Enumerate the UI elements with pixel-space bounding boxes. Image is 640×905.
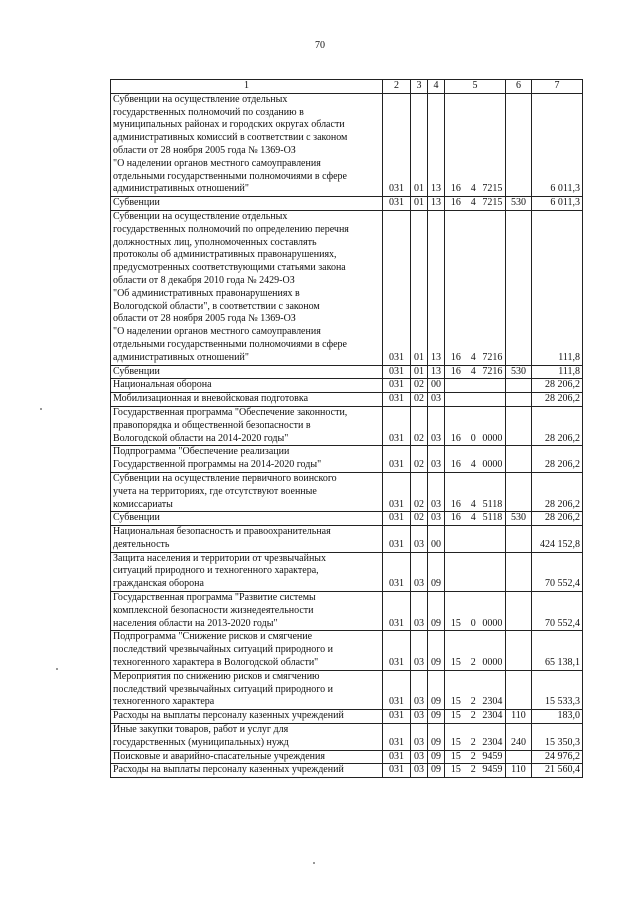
row-name-line: протоколы об административных правонарушениях, bbox=[113, 249, 337, 261]
target-article-cell bbox=[445, 764, 506, 778]
row-name-line: административных отношений" bbox=[113, 351, 249, 363]
row-name-line: учета на территориях, где отсутствуют военные bbox=[113, 485, 317, 497]
row-name-line: правопорядка и общественной безопасности в bbox=[113, 419, 311, 431]
ministry-code-cell: 031 bbox=[383, 526, 411, 553]
row-name-cell bbox=[111, 670, 383, 709]
ministry-code-cell: 031 bbox=[383, 710, 411, 724]
subsection-code-cell: 13 bbox=[428, 210, 445, 365]
row-name-line: Государственная программа "Обеспечение законности, bbox=[113, 406, 348, 418]
target-article-part: 4 bbox=[470, 351, 476, 363]
section-code-cell: 01 bbox=[411, 197, 428, 211]
row-name-cell bbox=[111, 764, 383, 778]
target-article-part: 0000 bbox=[482, 617, 503, 629]
expense-type-cell bbox=[506, 393, 532, 407]
row-name-line: Государственной программы на 2014-2020 годы" bbox=[113, 459, 322, 471]
row-name-cell bbox=[111, 631, 383, 670]
subsection-code-cell: 09 bbox=[428, 670, 445, 709]
amount-cell: 6 011,3 bbox=[532, 197, 583, 211]
expense-type-cell bbox=[506, 552, 532, 591]
row-name-line: государственных полномочий по созданию в bbox=[113, 106, 304, 118]
subsection-code-cell: 00 bbox=[428, 526, 445, 553]
amount-cell: 28 206,2 bbox=[532, 512, 583, 526]
amount-cell: 111,8 bbox=[532, 210, 583, 365]
amount-cell: 424 152,8 bbox=[532, 526, 583, 553]
target-article-part: 2304 bbox=[482, 736, 503, 748]
row-name-line: "О наделении органов местного самоуправления bbox=[113, 326, 321, 338]
amount-cell: 28 206,2 bbox=[532, 472, 583, 511]
target-article-part: 16 bbox=[450, 183, 461, 195]
amount-cell: 15 350,3 bbox=[532, 724, 583, 751]
subsection-code-cell: 09 bbox=[428, 724, 445, 751]
target-article-cell bbox=[445, 724, 506, 751]
section-code-cell: 03 bbox=[411, 631, 428, 670]
ministry-code-cell: 031 bbox=[383, 472, 411, 511]
subsection-code-cell: 09 bbox=[428, 764, 445, 778]
amount-cell: 28 206,2 bbox=[532, 406, 583, 445]
subsection-code-cell: 09 bbox=[428, 710, 445, 724]
table-row bbox=[111, 93, 583, 196]
table-row bbox=[111, 710, 583, 724]
expense-type-cell bbox=[506, 631, 532, 670]
header-cell: 2 bbox=[383, 80, 411, 94]
expense-type-cell bbox=[506, 526, 532, 553]
row-name-cell bbox=[111, 512, 383, 526]
subsection-code-cell: 09 bbox=[428, 552, 445, 591]
ministry-code-cell: 031 bbox=[383, 93, 411, 196]
target-article-cell bbox=[445, 750, 506, 764]
target-article-part: 16 bbox=[450, 512, 461, 524]
target-article-part: 15 bbox=[450, 750, 461, 762]
row-name-line: административных отношений" bbox=[113, 183, 249, 195]
target-article-cell bbox=[445, 93, 506, 196]
target-article-part: 15 bbox=[450, 696, 461, 708]
amount-cell: 183,0 bbox=[532, 710, 583, 724]
table-row bbox=[111, 750, 583, 764]
ministry-code-cell: 031 bbox=[383, 631, 411, 670]
row-name-cell bbox=[111, 393, 383, 407]
target-article-part: 4 bbox=[470, 498, 476, 510]
row-name-cell bbox=[111, 724, 383, 751]
row-name-line: Защита населения и территории от чрезвычайных bbox=[113, 552, 327, 564]
ministry-code-cell: 031 bbox=[383, 379, 411, 393]
row-name-cell bbox=[111, 472, 383, 511]
section-code-cell: 03 bbox=[411, 764, 428, 778]
row-name-line: государственных (муниципальных) нужд bbox=[113, 736, 289, 748]
ministry-code-cell: 031 bbox=[383, 724, 411, 751]
expense-type-cell bbox=[506, 406, 532, 445]
target-article-cell bbox=[445, 631, 506, 670]
row-name-line: Подпрограмма "Снижение рисков и смягчение bbox=[113, 631, 313, 643]
row-name-line: Национальная оборона bbox=[113, 379, 212, 391]
target-article-cell bbox=[445, 512, 506, 526]
target-article-part: 4 bbox=[470, 512, 476, 524]
header-cell: 3 bbox=[411, 80, 428, 94]
row-name-line: Субвенции bbox=[113, 512, 160, 524]
table-row bbox=[111, 446, 583, 473]
amount-cell: 111,8 bbox=[532, 365, 583, 379]
row-name-cell bbox=[111, 526, 383, 553]
budget-table bbox=[110, 79, 583, 778]
row-name-cell bbox=[111, 93, 383, 196]
expense-type-cell bbox=[506, 93, 532, 196]
subsection-code-cell: 09 bbox=[428, 631, 445, 670]
ministry-code-cell: 031 bbox=[383, 406, 411, 445]
target-article-part: 16 bbox=[450, 459, 461, 471]
section-code-cell: 03 bbox=[411, 724, 428, 751]
target-article-cell bbox=[445, 670, 506, 709]
expense-type-cell bbox=[506, 472, 532, 511]
row-name-line: отдельными государственными полномочиями в сфере bbox=[113, 170, 347, 182]
section-code-cell: 03 bbox=[411, 592, 428, 631]
row-name-line: области от 28 ноября 2005 года № 1369-ОЗ bbox=[113, 144, 296, 156]
row-name-line: административных комиссий в соответствии с законом bbox=[113, 132, 348, 144]
target-article-part: 4 bbox=[470, 365, 476, 377]
target-article-cell bbox=[445, 526, 506, 553]
expense-type-cell bbox=[506, 379, 532, 393]
row-name-line: Субвенции на осуществление отдельных bbox=[113, 210, 288, 222]
subsection-code-cell: 00 bbox=[428, 379, 445, 393]
target-article-part: 15 bbox=[450, 764, 461, 776]
row-name-line: техногенного характера bbox=[113, 696, 215, 708]
header-cell: 4 bbox=[428, 80, 445, 94]
table-row bbox=[111, 406, 583, 445]
expense-type-cell bbox=[506, 446, 532, 473]
amount-cell: 28 206,2 bbox=[532, 393, 583, 407]
expense-type-cell bbox=[506, 210, 532, 365]
target-article-part: 2 bbox=[470, 764, 476, 776]
row-name-line: комплексной безопасности жизнедеятельности bbox=[113, 604, 314, 616]
row-name-cell bbox=[111, 552, 383, 591]
amount-cell: 15 533,3 bbox=[532, 670, 583, 709]
ministry-code-cell: 031 bbox=[383, 764, 411, 778]
target-article-cell bbox=[445, 393, 506, 407]
subsection-code-cell: 03 bbox=[428, 472, 445, 511]
table-row bbox=[111, 210, 583, 365]
scan-speck bbox=[313, 862, 315, 864]
row-name-line: Мероприятия по снижению рисков и смягчению bbox=[113, 670, 320, 682]
row-name-line: "Об административных правонарушениях в bbox=[113, 287, 300, 299]
row-name-line: Вологодской области на 2014-2020 годы" bbox=[113, 432, 289, 444]
row-name-cell bbox=[111, 750, 383, 764]
row-name-line: гражданская оборона bbox=[113, 578, 204, 590]
header-cell: 1 bbox=[111, 80, 383, 94]
row-name-cell bbox=[111, 210, 383, 365]
subsection-code-cell: 13 bbox=[428, 197, 445, 211]
row-name-line: Вологодской области", в соответствии с законом bbox=[113, 300, 320, 312]
header-cell: 6 bbox=[506, 80, 532, 94]
row-name-line: "О наделении органов местного самоуправления bbox=[113, 157, 321, 169]
amount-cell: 70 552,4 bbox=[532, 552, 583, 591]
target-article-part: 16 bbox=[450, 498, 461, 510]
expense-type-cell: 530 bbox=[506, 365, 532, 379]
table-row bbox=[111, 631, 583, 670]
row-name-line: муниципальных районах и городских округах области bbox=[113, 119, 345, 131]
ministry-code-cell: 031 bbox=[383, 197, 411, 211]
table-row bbox=[111, 670, 583, 709]
ministry-code-cell: 031 bbox=[383, 670, 411, 709]
target-article-part: 4 bbox=[470, 459, 476, 471]
subsection-code-cell: 03 bbox=[428, 393, 445, 407]
subsection-code-cell: 03 bbox=[428, 512, 445, 526]
ministry-code-cell: 031 bbox=[383, 750, 411, 764]
row-name-cell bbox=[111, 406, 383, 445]
amount-cell: 65 138,1 bbox=[532, 631, 583, 670]
row-name-cell bbox=[111, 710, 383, 724]
target-article-cell bbox=[445, 406, 506, 445]
row-name-line: Мобилизационная и вневойсковая подготовка bbox=[113, 393, 309, 405]
target-article-part: 0 bbox=[470, 617, 476, 629]
target-article-part: 15 bbox=[450, 736, 461, 748]
target-article-part: 7216 bbox=[482, 365, 503, 377]
section-code-cell: 01 bbox=[411, 365, 428, 379]
row-name-line: Субвенции на осуществление первичного воинского bbox=[113, 472, 337, 484]
expense-type-cell: 110 bbox=[506, 764, 532, 778]
row-name-cell bbox=[111, 197, 383, 211]
table-header-row bbox=[111, 80, 583, 94]
ministry-code-cell: 031 bbox=[383, 592, 411, 631]
section-code-cell: 02 bbox=[411, 406, 428, 445]
row-name-line: техногенного характера в Вологодской области" bbox=[113, 657, 319, 669]
target-article-part: 2 bbox=[470, 696, 476, 708]
section-code-cell: 02 bbox=[411, 512, 428, 526]
header-cell: 7 bbox=[532, 80, 583, 94]
target-article-part: 15 bbox=[450, 710, 461, 722]
ministry-code-cell: 031 bbox=[383, 210, 411, 365]
target-article-part: 16 bbox=[450, 351, 461, 363]
section-code-cell: 02 bbox=[411, 379, 428, 393]
subsection-code-cell: 13 bbox=[428, 365, 445, 379]
target-article-part: 9459 bbox=[482, 764, 503, 776]
expense-type-cell: 240 bbox=[506, 724, 532, 751]
scan-speck bbox=[56, 668, 58, 670]
target-article-part: 7216 bbox=[482, 351, 503, 363]
target-article-part: 9459 bbox=[482, 750, 503, 762]
expense-type-cell: 110 bbox=[506, 710, 532, 724]
target-article-part: 4 bbox=[470, 183, 476, 195]
expense-type-cell bbox=[506, 592, 532, 631]
target-article-part: 7215 bbox=[482, 197, 503, 209]
amount-cell: 70 552,4 bbox=[532, 592, 583, 631]
row-name-line: области от 8 декабря 2010 года № 2429-ОЗ bbox=[113, 274, 295, 286]
target-article-part: 2 bbox=[470, 657, 476, 669]
subsection-code-cell: 03 bbox=[428, 406, 445, 445]
row-name-line: Поисковые и аварийно-спасательные учреждения bbox=[113, 750, 325, 762]
table-row bbox=[111, 365, 583, 379]
table-row bbox=[111, 724, 583, 751]
table-row bbox=[111, 552, 583, 591]
target-article-part: 4 bbox=[470, 197, 476, 209]
row-name-cell bbox=[111, 379, 383, 393]
row-name-line: ситуаций природного и техногенного характера, bbox=[113, 565, 319, 577]
amount-cell: 28 206,2 bbox=[532, 379, 583, 393]
row-name-line: Расходы на выплаты персоналу казенных учреждений bbox=[113, 764, 344, 776]
table-row bbox=[111, 526, 583, 553]
target-article-part: 16 bbox=[450, 197, 461, 209]
table-row bbox=[111, 512, 583, 526]
row-name-line: деятельность bbox=[113, 538, 170, 550]
table-row bbox=[111, 472, 583, 511]
row-name-line: Национальная безопасность и правоохранительная bbox=[113, 526, 331, 538]
section-code-cell: 03 bbox=[411, 670, 428, 709]
ministry-code-cell: 031 bbox=[383, 365, 411, 379]
target-article-cell bbox=[445, 592, 506, 631]
row-name-line: последствий чрезвычайных ситуаций природного и bbox=[113, 683, 333, 695]
target-article-part: 15 bbox=[450, 617, 461, 629]
row-name-line: комиссариаты bbox=[113, 498, 173, 510]
section-code-cell: 02 bbox=[411, 446, 428, 473]
target-article-part: 0000 bbox=[482, 657, 503, 669]
target-article-cell bbox=[445, 472, 506, 511]
row-name-cell bbox=[111, 365, 383, 379]
row-name-line: Подпрограмма "Обеспечение реализации bbox=[113, 446, 290, 458]
target-article-part: 16 bbox=[450, 365, 461, 377]
target-article-part: 0000 bbox=[482, 432, 503, 444]
subsection-code-cell: 03 bbox=[428, 446, 445, 473]
target-article-part: 16 bbox=[450, 432, 461, 444]
row-name-cell bbox=[111, 446, 383, 473]
table-row bbox=[111, 393, 583, 407]
target-article-cell bbox=[445, 379, 506, 393]
row-name-line: последствий чрезвычайных ситуаций природного и bbox=[113, 644, 333, 656]
target-article-cell bbox=[445, 552, 506, 591]
row-name-line: Субвенции на осуществление отдельных bbox=[113, 93, 288, 105]
section-code-cell: 03 bbox=[411, 526, 428, 553]
row-name-line: области от 28 ноября 2005 года № 1369-ОЗ bbox=[113, 313, 296, 325]
target-article-cell bbox=[445, 210, 506, 365]
row-name-line: отдельными государственными полномочиями в сфере bbox=[113, 338, 347, 350]
target-article-cell bbox=[445, 197, 506, 211]
section-code-cell: 01 bbox=[411, 210, 428, 365]
row-name-line: Субвенции bbox=[113, 365, 160, 377]
section-code-cell: 03 bbox=[411, 710, 428, 724]
expense-type-cell bbox=[506, 670, 532, 709]
ministry-code-cell: 031 bbox=[383, 446, 411, 473]
section-code-cell: 01 bbox=[411, 93, 428, 196]
target-article-part: 0 bbox=[470, 432, 476, 444]
row-name-line: государственных полномочий по определению перечня bbox=[113, 223, 349, 235]
row-name-line: должностных лиц, уполномоченных составлять bbox=[113, 236, 317, 248]
table-row bbox=[111, 592, 583, 631]
subsection-code-cell: 09 bbox=[428, 592, 445, 631]
target-article-part: 2304 bbox=[482, 710, 503, 722]
subsection-code-cell: 13 bbox=[428, 93, 445, 196]
expense-type-cell: 530 bbox=[506, 512, 532, 526]
target-article-cell bbox=[445, 365, 506, 379]
scan-speck bbox=[40, 408, 42, 410]
row-name-line: Расходы на выплаты персоналу казенных учреждений bbox=[113, 710, 344, 722]
section-code-cell: 02 bbox=[411, 472, 428, 511]
table-row bbox=[111, 379, 583, 393]
expense-type-cell bbox=[506, 750, 532, 764]
ministry-code-cell: 031 bbox=[383, 393, 411, 407]
subsection-code-cell: 09 bbox=[428, 750, 445, 764]
page-number: 70 bbox=[315, 40, 325, 51]
row-name-line: Государственная программа "Развитие системы bbox=[113, 592, 316, 604]
target-article-part: 15 bbox=[450, 657, 461, 669]
target-article-part: 2 bbox=[470, 750, 476, 762]
expense-type-cell: 530 bbox=[506, 197, 532, 211]
row-name-line: Иные закупки товаров, работ и услуг для bbox=[113, 724, 289, 736]
header-cell: 5 bbox=[445, 80, 506, 94]
section-code-cell: 03 bbox=[411, 750, 428, 764]
target-article-part: 2 bbox=[470, 710, 476, 722]
target-article-part: 2 bbox=[470, 736, 476, 748]
target-article-part: 5118 bbox=[482, 498, 503, 510]
row-name-cell bbox=[111, 592, 383, 631]
section-code-cell: 02 bbox=[411, 393, 428, 407]
row-name-line: Субвенции bbox=[113, 197, 160, 209]
target-article-part: 7215 bbox=[482, 183, 503, 195]
amount-cell: 28 206,2 bbox=[532, 446, 583, 473]
target-article-cell bbox=[445, 446, 506, 473]
table-row bbox=[111, 197, 583, 211]
ministry-code-cell: 031 bbox=[383, 552, 411, 591]
row-name-line: населения области на 2013-2020 годы" bbox=[113, 617, 278, 629]
section-code-cell: 03 bbox=[411, 552, 428, 591]
amount-cell: 21 560,4 bbox=[532, 764, 583, 778]
target-article-part: 5118 bbox=[482, 512, 503, 524]
target-article-part: 0000 bbox=[482, 459, 503, 471]
row-name-line: предусмотренных соответствующими статьями закона bbox=[113, 262, 346, 274]
amount-cell: 24 976,2 bbox=[532, 750, 583, 764]
target-article-cell bbox=[445, 710, 506, 724]
ministry-code-cell: 031 bbox=[383, 512, 411, 526]
target-article-part: 2304 bbox=[482, 696, 503, 708]
table-row bbox=[111, 764, 583, 778]
amount-cell: 6 011,3 bbox=[532, 93, 583, 196]
